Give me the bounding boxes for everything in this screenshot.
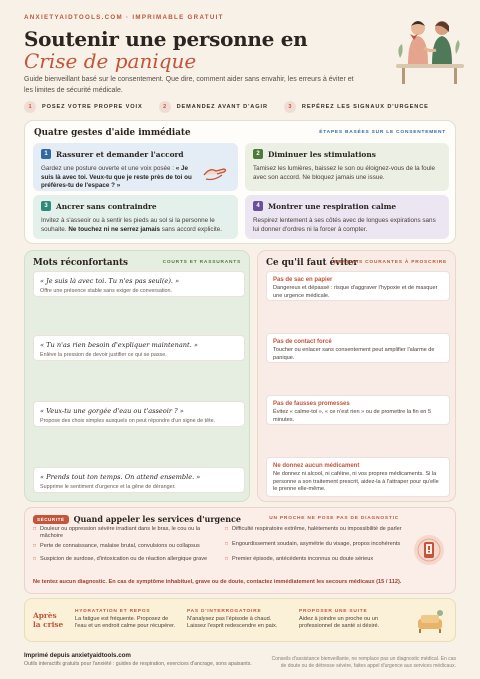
avoid-item: Ne donnez aucun médicament Ne donnez ni alcool, ni caféine, ni vos propres médicaments. Si la personne a son traitement prescrit, aidez-la à l'attraper pour qu'elle le prenne elle-même.	[266, 457, 450, 497]
words-tag: COURTS ET RASSURANTS	[162, 260, 241, 265]
after-col-2: PAS D'INTERROGATOIRE N'analysez pas l'épisode à chaud. Laissez l'esprit redescendre en paix.	[187, 609, 278, 630]
phrase-item: « Tu n'as rien besoin d'expliquer maintenant. » Enlève la pression de devoir justifier ce qui se passe.	[33, 335, 245, 361]
brand-line: ANXIETYAIDTOOLS.COM · IMPRIMABLE GRATUIT	[24, 14, 224, 21]
gestures-tag: ÉTAPES BASÉES SUR LE CONSENTEMENT	[319, 130, 446, 135]
words-title: Mots réconfortants	[33, 258, 128, 268]
page-title: Soutenir une personne en	[24, 27, 308, 51]
hands-icon	[202, 161, 228, 183]
gesture-card-2: 2 Diminuer les stimulations Tamisez les lumières, baissez le son ou éloignez-vous de la foule avec son accord. Ne bloquez jamais une issue.	[245, 143, 449, 191]
gesture-card-3: 3 Ancrer sans contraindre Invitez à s'asseoir ou à sentir les pieds au sol si la personne le souhaite. Ne touchez ni ne serrez jamais sans accord explicite.	[33, 195, 238, 239]
after-crisis-panel	[24, 598, 456, 642]
emergency-sign: □ Suspicion de surdose, d'intoxication ou de réaction allergique grave	[33, 556, 213, 563]
phrase-item: « Je suis là avec toi. Tu n'es pas seul(e). » Offre une présence stable sans exiger de conversation.	[33, 271, 245, 297]
step-2: 2 DEMANDEZ AVANT D'AGIR	[159, 101, 268, 113]
emergency-title: Quand appeler les services d'urgence	[73, 514, 242, 524]
sofa-icon	[415, 607, 445, 635]
phrase-item: « Veux-tu une gorgée d'eau ou t'asseoir ? » Propose des choix simples auxquels on peut répondre d'un signe de tête.	[33, 401, 245, 427]
emergency-sign: □ Perte de connaissance, malaise brutal, convulsions ou collapsus	[33, 543, 213, 550]
phrase-item: « Prends tout ton temps. On attend ensemble. » Supprime le sentiment d'urgence et la gêne de déranger.	[33, 467, 245, 493]
gesture-card-1: 1 Rassurer et demander l'accord Gardez une posture ouverte et une voix posée : « Je suis là avec toi. Veux-tu que je reste près de toi ou préfères-tu de l'espace ? »	[33, 143, 238, 191]
words-panel	[24, 250, 250, 502]
avoid-panel	[257, 250, 456, 502]
steps-row	[24, 101, 429, 113]
tools-line: Outils interactifs gratuits pour l'anxiété : guides de respiration, exercices d'ancrage, sons apaisants.	[24, 661, 252, 667]
avoid-item: Pas de fausses promesses Évitez « calme-toi », « ce n'est rien » ou de promettre la fin en 5 minutes.	[266, 395, 450, 425]
after-col-1: HYDRATATION ET REPOS La fatigue est fréquente. Proposez de l'eau et un endroit calme pour récupérer.	[75, 609, 176, 630]
emergency-sign: □ Engourdissement soudain, asymétrie du visage, propos incohérents	[225, 541, 405, 548]
emergency-sign: □ Douleur ou oppression sévère irradiant dans le bras, le cou ou la mâchoire	[33, 526, 213, 540]
support-illustration	[394, 14, 466, 88]
safety-badge: SÉCURITÉ	[33, 515, 69, 524]
gestures-title: Quatre gestes d'aide immédiate	[34, 128, 191, 138]
after-title: Après la crise	[33, 611, 64, 629]
step-1: 1 POSEZ VOTRE PROPRE VOIX	[24, 101, 143, 113]
disclaimer: Conseils d'assistance bienveillante, ne remplace pas un diagnostic médical. En cas de doute ou de détresse sévère, faites appel d'urgence aux services médicaux.	[271, 656, 456, 669]
intro-text: Guide bienveillant basé sur le consentement. Que dire, comment aider sans envahir, les erreurs à éviter et les limites de sécurité médicale.	[24, 76, 354, 94]
step-3: 3 REPÉREZ LES SIGNAUX D'URGENCE	[284, 101, 429, 113]
avoid-item: Pas de contact forcé Toucher ou enlacer sans consentement peut amplifier l'alarme de panique.	[266, 333, 450, 363]
emergency-sign: □ Difficulté respiratoire extrême, halètements ou impossibilité de parler	[225, 526, 405, 533]
page-title-emphasis: Crise de panique	[24, 49, 197, 73]
emergency-note: Ne tentez aucun diagnostic. En cas de symptôme inhabituel, grave ou de doute, contactez immédiatement les secours médicaux (15 / 112).	[33, 579, 402, 585]
avoid-item: Pas de sac en papier Dangereux et dépassé : risque d'aggraver l'hypoxie et de masquer une urgence médicale.	[266, 271, 450, 301]
avoid-tag: ERREURS COURANTES À PROSCRIRE	[333, 260, 447, 265]
emergency-sign: □ Premier épisode, antécédents inconnus ou doute sérieux	[225, 556, 405, 563]
emergency-tag: UN PROCHE NE POSE PAS DE DIAGNOSTIC	[269, 516, 399, 521]
emergency-panel	[24, 507, 456, 594]
footer-left	[24, 652, 254, 668]
avoid-title: Ce qu'il faut éviter	[266, 258, 358, 268]
after-col-3: PROPOSER UNE SUITE Aidez à joindre un proche ou un professionnel de santé si désiré.	[299, 609, 380, 630]
phone-alert-icon	[413, 534, 445, 566]
gesture-card-4: 4 Montrer une respiration calme Respirez lentement à ses côtés avec de longues expirations sans lui donner d'ordres ni la forcer à compter.	[245, 195, 449, 239]
printed-from: Imprimé depuis anxietyaidtools.com	[24, 652, 131, 659]
gestures-panel	[24, 120, 456, 244]
